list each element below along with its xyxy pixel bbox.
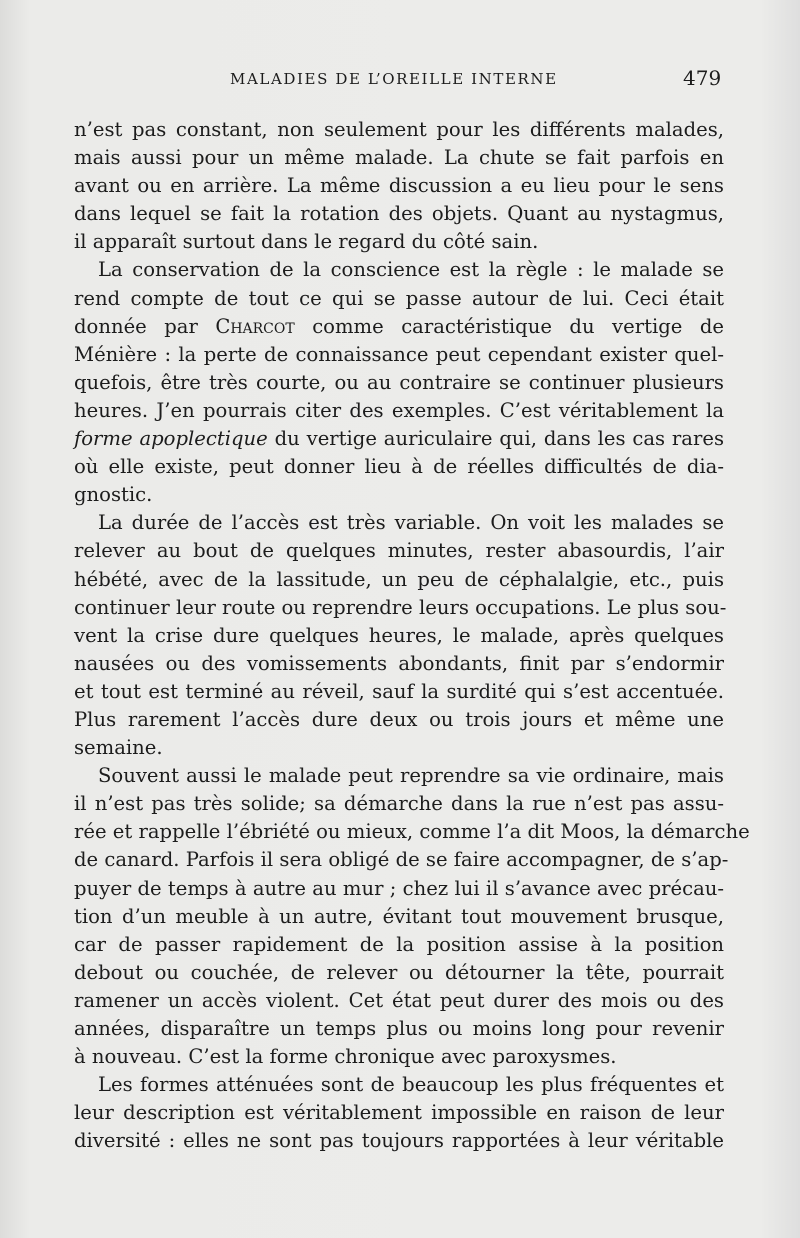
text-line: vent la crise dure quelques heures, le malade, après quelques — [74, 623, 724, 647]
text-line: avant ou en arrière. La même discussion a eu lieu pour le sens — [74, 174, 724, 198]
text-line: continuer leur route ou reprendre leurs occupations. Le plus sou- — [74, 595, 727, 619]
page-number: 479 — [683, 66, 722, 90]
text-line: rée et rappelle l’ébriété ou mieux, comme l’a dit Moos, la démarche — [74, 820, 750, 844]
text-line: forme apoplectique du vertige auriculaire qui, dans les cas rares — [74, 427, 724, 451]
text-line: n’est pas constant, non seulement pour les différents malades, — [74, 118, 724, 141]
text-line: quefois, être très courte, ou au contraire se continuer plusieurs — [74, 370, 724, 394]
text-line: il n’est pas très solide; sa démarche dans la rue n’est pas assu- — [74, 792, 724, 816]
text-line: où elle existe, peut donner lieu à de réelles difficultés de dia- — [74, 455, 724, 479]
text-line: nausées ou des vomissements abondants, finit par s’endormir — [74, 651, 724, 675]
text-line: ramener un accès violent. Cet état peut durer des mois ou des — [74, 988, 724, 1012]
running-title: MALADIES DE L’OREILLE INTERNE — [230, 70, 558, 88]
text-line: de canard. Parfois il sera obligé de se faire accompagner, de s’ap- — [74, 848, 729, 872]
text-line: La conservation de la conscience est la règle : le malade se — [98, 258, 724, 282]
text-line: dans lequel se fait la rotation des objets. Quant au nystagmus, — [74, 202, 724, 226]
text-line: relever au bout de quelques minutes, rester abasourdis, l’air — [74, 539, 724, 563]
text-line: diversité : elles ne sont pas toujours rapportées à leur véritable — [74, 1129, 724, 1153]
text-line: leur description est véritablement impossible en raison de leur — [74, 1101, 724, 1125]
text-line: puyer de temps à autre au mur ; chez lui il s’avance avec précau- — [74, 876, 724, 900]
text-line: gnostic. — [74, 483, 153, 507]
text-line: donnée par Charcot comme caractéristique du vertige de — [74, 314, 724, 338]
text-line: à nouveau. C’est la forme chronique avec paroxysmes. — [74, 1045, 617, 1069]
text-line: hébété, avec de la lassitude, un peu de céphalalgie, etc., puis — [74, 567, 724, 591]
body-text — [74, 116, 750, 1155]
text-line: heures. J’en pourrais citer des exemples. C’est véritablement la — [74, 398, 724, 422]
text-line: La durée de l’accès est très variable. On voit les malades se — [98, 511, 724, 535]
text-line: tion d’un meuble à un autre, évitant tout mouvement brusque, — [74, 904, 724, 928]
text-line: rend compte de tout ce qui se passe autour de lui. Ceci était — [74, 286, 724, 310]
text-line: mais aussi pour un même malade. La chute se fait parfois en — [74, 146, 724, 170]
text-line: et tout est terminé au réveil, sauf la surdité qui s’est accentuée. — [74, 679, 724, 703]
text-line: Les formes atténuées sont de beaucoup les plus fréquentes et — [98, 1073, 724, 1097]
text-line: debout ou couchée, de relever ou détourner la tête, pourrait — [74, 960, 724, 984]
page-header — [0, 66, 800, 96]
text-line: Plus rarement l’accès dure deux ou trois jours et même une — [74, 707, 724, 731]
text-line: il apparaît surtout dans le regard du côté sain. — [74, 230, 539, 254]
italic-term: forme apoplectique — [74, 427, 268, 451]
text-line: années, disparaître un temps plus ou moins long pour revenir — [74, 1017, 724, 1040]
text-line: Souvent aussi le malade peut reprendre sa vie ordinaire, mais — [98, 764, 724, 788]
author-name: Charcot — [215, 314, 295, 338]
text-line: Ménière : la perte de connaissance peut cependant exister quel- — [74, 342, 724, 366]
text-line: semaine. — [74, 736, 163, 760]
text-line: car de passer rapidement de la position assise à la position — [74, 932, 724, 956]
